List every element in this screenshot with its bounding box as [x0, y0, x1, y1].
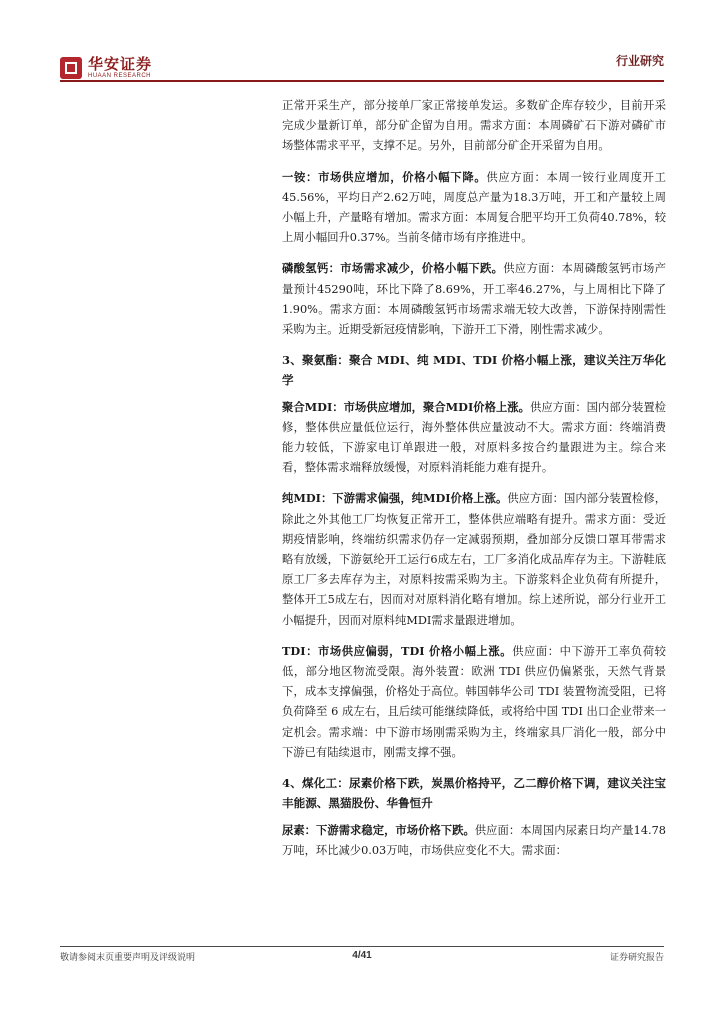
footer-report-type: 证券研究报告 — [609, 953, 664, 963]
report-body — [282, 96, 666, 871]
footer-disclaimer: 敬请参阅末页重要声明及评级说明 — [60, 953, 196, 963]
company-logo — [60, 56, 152, 80]
paragraph-tdi: TDI：市场供应偏弱，TDI 价格小幅上涨。供应面：中下游开工率负荷较低，部分地区物流受限。海外装置：欧洲 TDI 供应仍偏紧张，天然气背景下，成本支撑偏强，价格处于高位。韩国韩华公司 TDI 装置物流受阻，已将负荷降至 6 成左右，且后续可能继续降低，或将给中国 TDI 出口企业带来一定机会。需求端：中下游市场刚需采购为主，终端家具厂消化一般，部分中下游已有陆续退市，刚需支撑不强。 — [282, 643, 666, 759]
logo-english-name: HUAAN RESEARCH — [88, 73, 152, 79]
paragraph-lead: 聚合MDI：市场供应增加，聚合MDI价格上涨。 — [282, 399, 530, 414]
paragraph-pure-mdi: 纯MDI：下游需求偏强，纯MDI价格上涨。供应方面：国内部分装置检修，除此之外其他工厂均恢复正常开工，整体供应端略有提升。需求方面：受近期疫情影响，终端纺织需求仍存一定减弱预期，叠加部分反馈口罩耳带需求略有放缓，下游氨纶开工运行6成左右，工厂多消化成品库存为主。下游鞋底原工厂多去库存为主，对原料按需采购为主。下游浆料企业负荷有所提升，整体开工5成左右，因而对对原料消化略有增加。综上述所说，部分行业开工小幅提升，因而对原料纯MDI需求量跟进增加。 — [282, 491, 666, 627]
paragraph-map: 一铵：市场供应增加，价格小幅下降。供应方面：本周一铵行业周度开工45.56%，平均日产2.62万吨，周度总产量为18.3万吨，开工和产量较上周小幅上升，产量略有增加。需求方面：本周复合肥平均开工负荷40.78%，较上周小幅回升0.37%。当前冬储市场有序推进中。 — [282, 169, 666, 245]
page-number: 4/41 — [352, 950, 372, 961]
paragraph-polymeric-mdi: 聚合MDI：市场供应增加，聚合MDI价格上涨。供应方面：国内部分装置检修，整体供应量低位运行，海外整体供应量波动不大。需求方面：终端消费能力较低，下游家电订单跟进一般，对原料多按合约量跟进为主。综合来看，整体需求端释放缓慢，对原料消耗能力难有提升。 — [282, 399, 666, 475]
paragraph-dcp: 磷酸氢钙：市场需求减少，价格小幅下跌。供应方面：本周磷酸氢钙市场产量预计45290吨，环比下降了8.69%，开工率46.27%，与上周相比下降了1.90%。需求方面：本周磷酸氢钙市场需求端无较大改善，下游保持刚需性采购为主。近期受新冠疫情影响，下游开工下滑，刚性需求减少。 — [282, 261, 666, 337]
paragraph-lead: 纯MDI：下游需求偏强，纯MDI价格上涨。 — [282, 491, 508, 506]
paragraph-lead: 一铵：市场供应增加，价格小幅下降。 — [282, 169, 487, 184]
paragraph-lead: 磷酸氢钙：市场需求减少，价格小幅下跌。 — [282, 261, 504, 276]
header-divider — [60, 80, 664, 82]
page-header — [0, 0, 724, 92]
paragraph-lead: 尿素：下游需求稳定，市场价格下跌。 — [282, 822, 475, 837]
paragraph-urea: 尿素：下游需求稳定，市场价格下跌。供应面：本周国内尿素日均产量14.78万吨，环比减少0.03万吨，市场供应变化不大。需求面： — [282, 822, 666, 857]
section-heading-polyurethane: 3、聚氨酯：聚合 MDI、纯 MDI、TDI 价格小幅上涨，建议关注万华化学 — [282, 353, 666, 388]
footer-divider — [60, 946, 664, 947]
logo-chinese-name: 华安证券 — [88, 55, 153, 73]
logo-seal-icon — [60, 57, 82, 79]
page-footer — [60, 950, 664, 966]
report-category-title: 行业研究 — [615, 54, 664, 68]
section-heading-coal-chemical: 4、煤化工：尿素价格下跌，炭黑价格持平，乙二醇价格下调，建议关注宝丰能源、黑猫股份、华鲁恒升 — [282, 776, 666, 811]
paragraph-phosphate-rock: 正常开采生产，部分接单厂家正常接单发运。多数矿企库存较少，目前开采完成少量新订单，部分矿企留为自用。需求方面：本周磷矿石下游对磷矿市场整体需求平平，支撑不足。另外，目前部分矿企开采留为自用。 — [282, 99, 666, 153]
paragraph-lead: TDI：市场供应偏弱，TDI 价格小幅上涨。 — [282, 643, 513, 658]
